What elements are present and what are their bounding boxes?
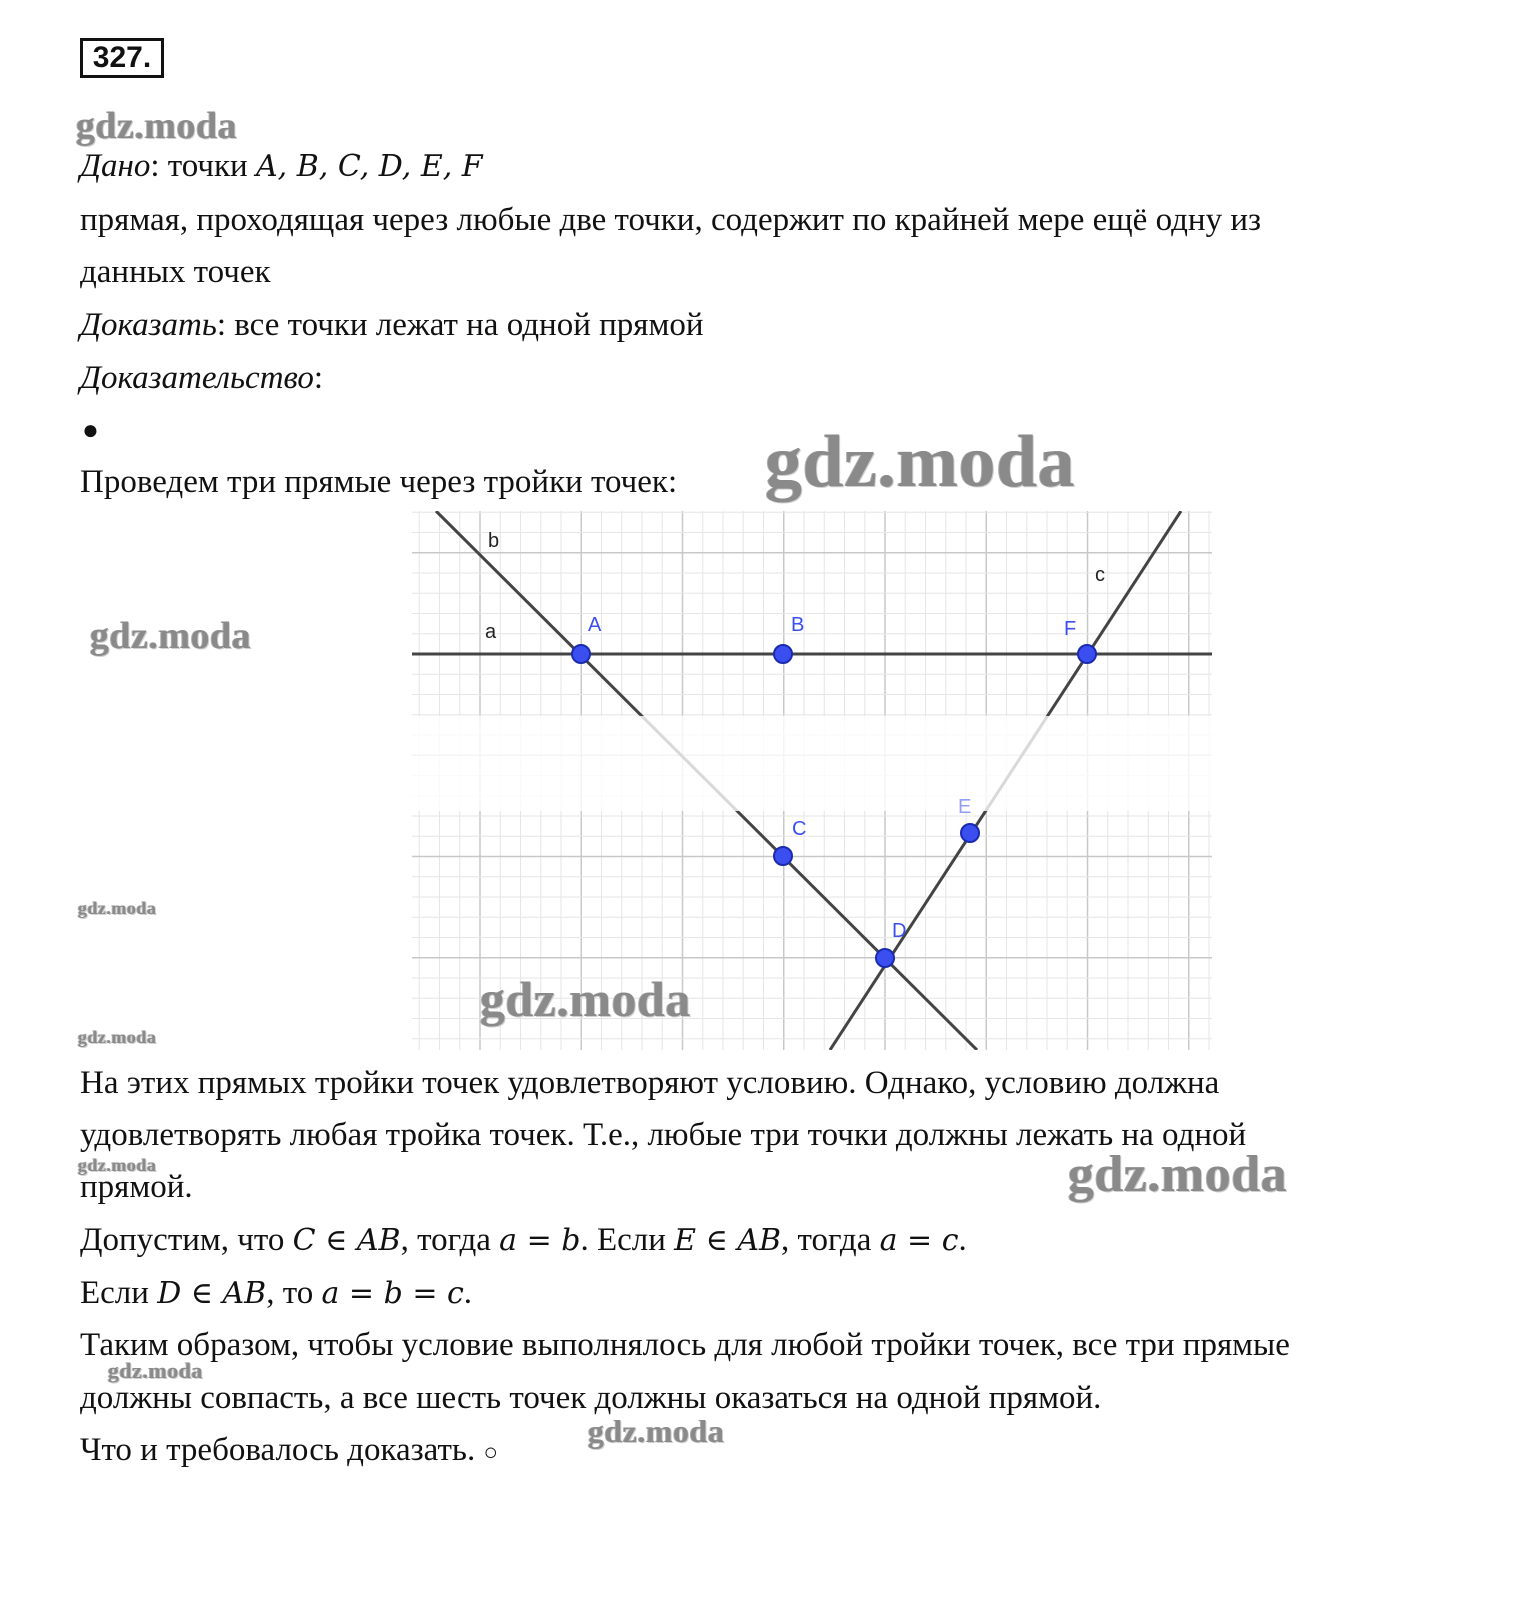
prove-colon: :	[216, 307, 227, 343]
text3-p5: .	[958, 1222, 967, 1258]
proof-label: Доказательство	[80, 360, 314, 396]
label-point-d: D	[892, 920, 907, 942]
text4-p1: Если	[80, 1275, 149, 1311]
label-point-f: F	[1064, 618, 1077, 640]
given-colon: :	[150, 148, 160, 184]
watermark: gdz.moda	[76, 105, 238, 147]
text5-line1: Таким образом, чтобы условие выполнялось для любой тройки точек, все три прямые	[80, 1327, 1290, 1363]
given-text: точки	[167, 148, 248, 184]
label-line-b: b	[488, 530, 500, 552]
end-of-proof-mark: ○	[483, 1440, 498, 1466]
point-a	[572, 645, 590, 663]
given-label: Дано	[80, 148, 151, 184]
text3-m3: E ∈ AB	[674, 1223, 782, 1258]
text3-m4: a = c	[879, 1223, 959, 1258]
text2-line3: прямой.	[80, 1169, 193, 1205]
point-d	[876, 949, 894, 967]
watermark: gdz.moda	[1068, 1146, 1288, 1203]
label-line-a: a	[485, 621, 497, 643]
prove-line	[80, 305, 704, 345]
label-line-c: c	[1095, 564, 1105, 586]
text4-m2: a = b = c	[321, 1276, 464, 1311]
conclusion-line	[80, 1430, 498, 1473]
point-c	[774, 847, 792, 865]
watermark: gdz.moda	[78, 898, 157, 918]
text2-line2: удовлетворять любая тройка точек. Т.е., любые три точки должны лежать на одной	[80, 1117, 1247, 1153]
text3-p2: , тогда	[400, 1222, 491, 1258]
conclusion-text: Что и требовалось доказать.	[80, 1432, 476, 1468]
label-point-b: B	[791, 614, 805, 636]
watermark: gdz.moda	[78, 1027, 157, 1047]
point-e	[961, 824, 979, 842]
proof-heading	[80, 358, 323, 398]
faded-band	[412, 716, 1212, 811]
text4-p3: .	[463, 1275, 473, 1311]
given-condition-line1: прямая, проходящая через любые две точки, содержит по крайней мере ещё одну из	[80, 202, 1262, 238]
watermark: gdz.moda	[90, 615, 252, 657]
text3-line	[80, 1220, 967, 1261]
text3-m2: a = b	[499, 1223, 581, 1258]
text5-line2: должны совпасть, а все шесть точек должны оказаться на одной прямой.	[80, 1380, 1102, 1416]
given-condition-line2: данных точек	[80, 254, 271, 290]
problem-number: 327.	[80, 38, 164, 78]
text3-p4: , тогда	[781, 1222, 872, 1258]
watermark: gdz.moda	[588, 1413, 725, 1449]
label-point-e: E	[958, 796, 972, 818]
label-point-a: A	[588, 614, 602, 636]
given-line	[80, 146, 483, 187]
watermark: gdz.moda	[78, 1155, 157, 1175]
point-f	[1078, 645, 1096, 663]
text2-line1: На этих прямых тройки точек удовлетворяют условию. Однако, условию должна	[80, 1065, 1220, 1101]
watermark: gdz.moda	[765, 421, 1076, 503]
prove-text: все точки лежат на одной прямой	[234, 307, 704, 343]
watermark: gdz.moda	[480, 971, 691, 1027]
prove-label: Доказать	[80, 307, 217, 343]
text4-m1: D ∈ AB	[157, 1276, 267, 1311]
label-point-c: C	[792, 818, 807, 840]
text4-p2: , то	[266, 1275, 314, 1311]
text3-m1: C ∈ AB	[292, 1223, 401, 1258]
bullet-marker: ●	[82, 415, 99, 446]
given-points: A, B, C, D, E, F	[255, 149, 483, 184]
text3-p3: . Если	[580, 1222, 666, 1258]
watermark: gdz.moda	[108, 1358, 204, 1383]
proof-colon: :	[313, 360, 324, 396]
step1-text: Проведем три прямые через тройки точек:	[80, 464, 678, 500]
text4-line	[80, 1273, 472, 1314]
point-b	[774, 645, 792, 663]
text3-p1: Допустим, что	[80, 1222, 285, 1258]
